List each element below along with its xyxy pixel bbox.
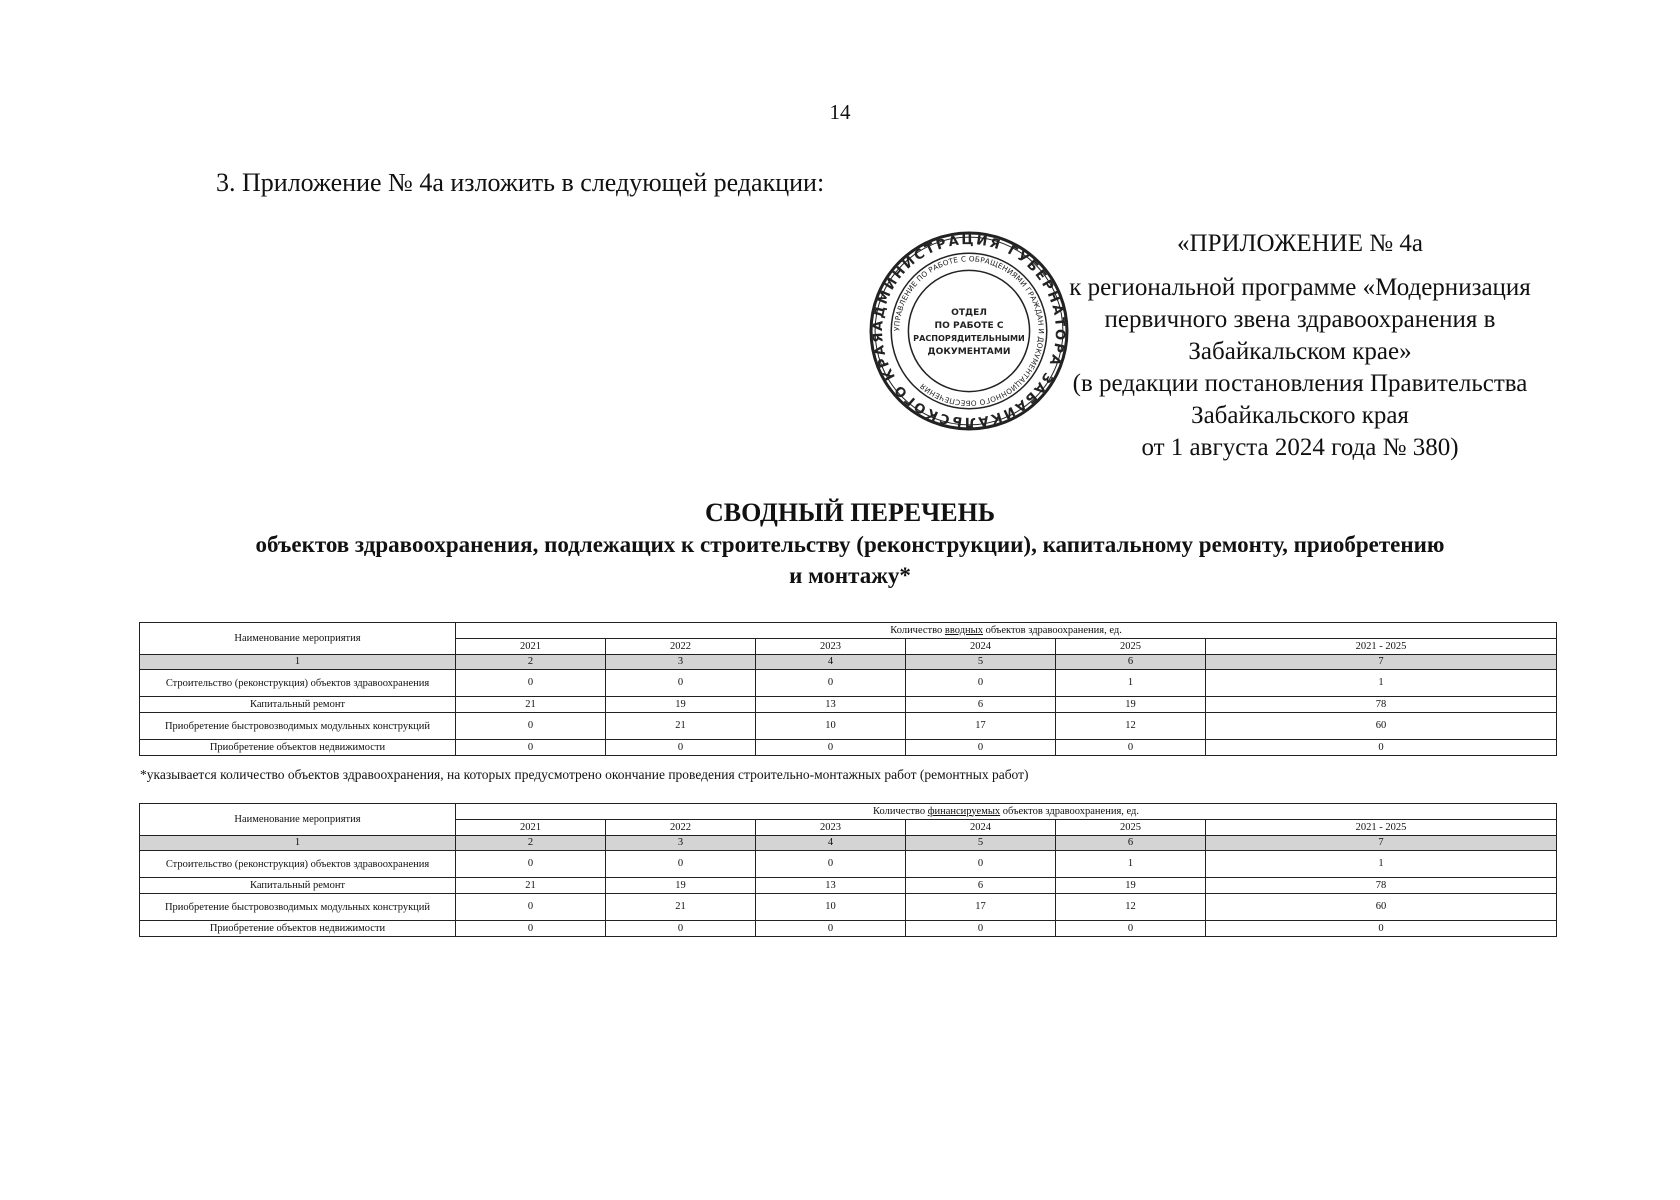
- column-index: 3: [606, 836, 756, 851]
- cell-value: 21: [456, 697, 606, 713]
- appendix-line: (в редакции постановления Правительства: [1072, 370, 1528, 397]
- title-line: и монтажу*: [789, 563, 911, 588]
- cell-value: 17: [906, 894, 1056, 921]
- group-header-emphasis: финансируемых: [927, 805, 1001, 817]
- column-index: 7: [1206, 655, 1557, 670]
- row-name: Строительство (реконструкция) объектов здравоохранения: [140, 851, 456, 878]
- column-header-year: 2024: [906, 639, 1056, 655]
- table-row: [140, 670, 1557, 697]
- row-name: Капитальный ремонт: [140, 697, 456, 713]
- column-index: 6: [1056, 655, 1206, 670]
- table-header-row: [140, 623, 1557, 639]
- column-header-year: 2023: [756, 639, 906, 655]
- stamp-center-line: РАСПОРЯДИТЕЛЬНЫМИ: [913, 333, 1025, 344]
- title-main: СВОДНЫЙ ПЕРЕЧЕНЬ: [704, 498, 996, 527]
- stamp-center-line: ОТДЕЛ: [951, 307, 987, 318]
- appendix-line: первичного звена здравоохранения в: [1104, 306, 1496, 333]
- column-index: 1: [140, 836, 456, 851]
- column-header-name: Наименование мероприятия: [140, 623, 456, 655]
- column-index: 3: [606, 655, 756, 670]
- table-row: [140, 713, 1557, 740]
- cell-value: 0: [606, 921, 756, 937]
- cell-value: 60: [1206, 894, 1557, 921]
- column-header-year: 2022: [606, 639, 756, 655]
- group-header-suffix: объектов здравоохранения, ед.: [985, 624, 1122, 636]
- cell-value: 0: [1056, 740, 1206, 756]
- column-header-name: Наименование мероприятия: [140, 804, 456, 836]
- cell-value: 0: [906, 851, 1056, 878]
- cell-value: 0: [906, 921, 1056, 937]
- title-line: объектов здравоохранения, подлежащих к строительству (реконструкции), капитальному ремонту, приобретению: [255, 532, 1445, 557]
- column-header-year: 2025: [1056, 639, 1206, 655]
- table-index-row: [140, 836, 1557, 851]
- summary-table-commissioned: [139, 622, 1557, 756]
- stamp-inner-text: УПРАВЛЕНИЕ ПО РАБОТЕ С ОБРАЩЕНИЯМИ ГРАЖДАН И ДОКУМЕНТАЦИОННОГО ОБЕСПЕЧЕНИЯ: [892, 254, 1046, 408]
- stamp-center-line: ДОКУМЕНТАМИ: [927, 347, 1011, 358]
- appendix-line: к региональной программе «Модернизация: [1069, 274, 1531, 301]
- column-index: 2: [456, 836, 606, 851]
- cell-value: 0: [1206, 740, 1557, 756]
- cell-value: 1: [1056, 851, 1206, 878]
- row-name: Приобретение быстровозводимых модульных конструкций: [140, 713, 456, 740]
- cell-value: 0: [606, 670, 756, 697]
- column-index: 5: [906, 655, 1056, 670]
- table-index-row: [140, 655, 1557, 670]
- cell-value: 21: [456, 878, 606, 894]
- stamp-center-line: ПО РАБОТЕ С: [934, 320, 1004, 331]
- row-name: Приобретение объектов недвижимости: [140, 921, 456, 937]
- stamp-outer-text: АДМИНИСТРАЦИЯ ГУБЕРНАТОРА ЗАБАЙКАЛЬСКОГО КРАЯ: [870, 233, 1068, 429]
- cell-value: 17: [906, 713, 1056, 740]
- cell-value: 0: [456, 713, 606, 740]
- cell-value: 13: [756, 878, 906, 894]
- row-name: Строительство (реконструкция) объектов здравоохранения: [140, 670, 456, 697]
- cell-value: 19: [1056, 697, 1206, 713]
- page-number: 14: [829, 100, 851, 124]
- column-index: 2: [456, 655, 606, 670]
- cell-value: 13: [756, 697, 906, 713]
- cell-value: 0: [456, 894, 606, 921]
- column-index: 4: [756, 836, 906, 851]
- group-header-prefix: Количество: [873, 805, 926, 817]
- cell-value: 1: [1206, 851, 1557, 878]
- cell-value: 0: [756, 851, 906, 878]
- column-group-header: [456, 804, 1557, 820]
- row-name: Приобретение быстровозводимых модульных конструкций: [140, 894, 456, 921]
- column-header-year: 2024: [906, 820, 1056, 836]
- appendix-line: Забайкальского края: [1191, 402, 1409, 429]
- table-row: [140, 740, 1557, 756]
- svg-text:УПРАВЛЕНИЕ ПО РАБОТЕ С ОБРАЩЕН: [892, 254, 1045, 407]
- cell-value: 12: [1056, 713, 1206, 740]
- row-name: Капитальный ремонт: [140, 878, 456, 894]
- table-footnote: *указывается количество объектов здравоохранения, на которых предусмотрено окончание проведения строительно-монтажных работ (ремонтных работ): [140, 767, 1029, 782]
- cell-value: 19: [606, 878, 756, 894]
- cell-value: 0: [756, 921, 906, 937]
- appendix-header: [1040, 228, 1560, 464]
- column-index: 1: [140, 655, 456, 670]
- column-header-year: 2023: [756, 820, 906, 836]
- row-name: Приобретение объектов недвижимости: [140, 740, 456, 756]
- intro-paragraph: 3. Приложение № 4а изложить в следующей редакции:: [216, 168, 825, 197]
- cell-value: 19: [1056, 878, 1206, 894]
- cell-value: 10: [756, 713, 906, 740]
- column-header-year: 2021: [456, 820, 606, 836]
- table-row: [140, 851, 1557, 878]
- cell-value: 12: [1056, 894, 1206, 921]
- cell-value: 0: [906, 740, 1056, 756]
- document-title: [140, 497, 1560, 591]
- cell-value: 0: [756, 670, 906, 697]
- appendix-line: от 1 августа 2024 года № 380): [1141, 434, 1459, 461]
- cell-value: 0: [756, 740, 906, 756]
- table-row: [140, 921, 1557, 937]
- summary-table-funded: [139, 803, 1557, 937]
- cell-value: 10: [756, 894, 906, 921]
- cell-value: 0: [456, 851, 606, 878]
- cell-value: 0: [1206, 921, 1557, 937]
- group-header-emphasis: вводных: [944, 624, 983, 636]
- appendix-title: «ПРИЛОЖЕНИЕ № 4а: [1177, 230, 1423, 257]
- cell-value: 1: [1206, 670, 1557, 697]
- cell-value: 1: [1056, 670, 1206, 697]
- column-header-year: 2021 - 2025: [1206, 639, 1557, 655]
- column-index: 5: [906, 836, 1056, 851]
- column-index: 6: [1056, 836, 1206, 851]
- appendix-line: Забайкальском крае»: [1188, 338, 1412, 365]
- cell-value: 19: [606, 697, 756, 713]
- column-header-year: 2021 - 2025: [1206, 820, 1557, 836]
- table-header-row: [140, 804, 1557, 820]
- cell-value: 6: [906, 878, 1056, 894]
- column-header-year: 2025: [1056, 820, 1206, 836]
- cell-value: 0: [456, 740, 606, 756]
- column-group-header: [456, 623, 1557, 639]
- cell-value: 21: [606, 894, 756, 921]
- group-header-prefix: Количество: [890, 624, 943, 636]
- cell-value: 0: [456, 670, 606, 697]
- cell-value: 0: [906, 670, 1056, 697]
- group-header-suffix: объектов здравоохранения, ед.: [1002, 805, 1140, 817]
- column-index: 4: [756, 655, 906, 670]
- table-row: [140, 878, 1557, 894]
- table-row: [140, 697, 1557, 713]
- column-header-year: 2022: [606, 820, 756, 836]
- cell-value: 0: [606, 740, 756, 756]
- cell-value: 6: [906, 697, 1056, 713]
- official-stamp: [868, 230, 1070, 432]
- cell-value: 0: [606, 851, 756, 878]
- cell-value: 60: [1206, 713, 1557, 740]
- cell-value: 78: [1206, 878, 1557, 894]
- cell-value: 0: [1056, 921, 1206, 937]
- cell-value: 21: [606, 713, 756, 740]
- cell-value: 0: [456, 921, 606, 937]
- cell-value: 78: [1206, 697, 1557, 713]
- column-index: 7: [1206, 836, 1557, 851]
- table-row: [140, 894, 1557, 921]
- column-header-year: 2021: [456, 639, 606, 655]
